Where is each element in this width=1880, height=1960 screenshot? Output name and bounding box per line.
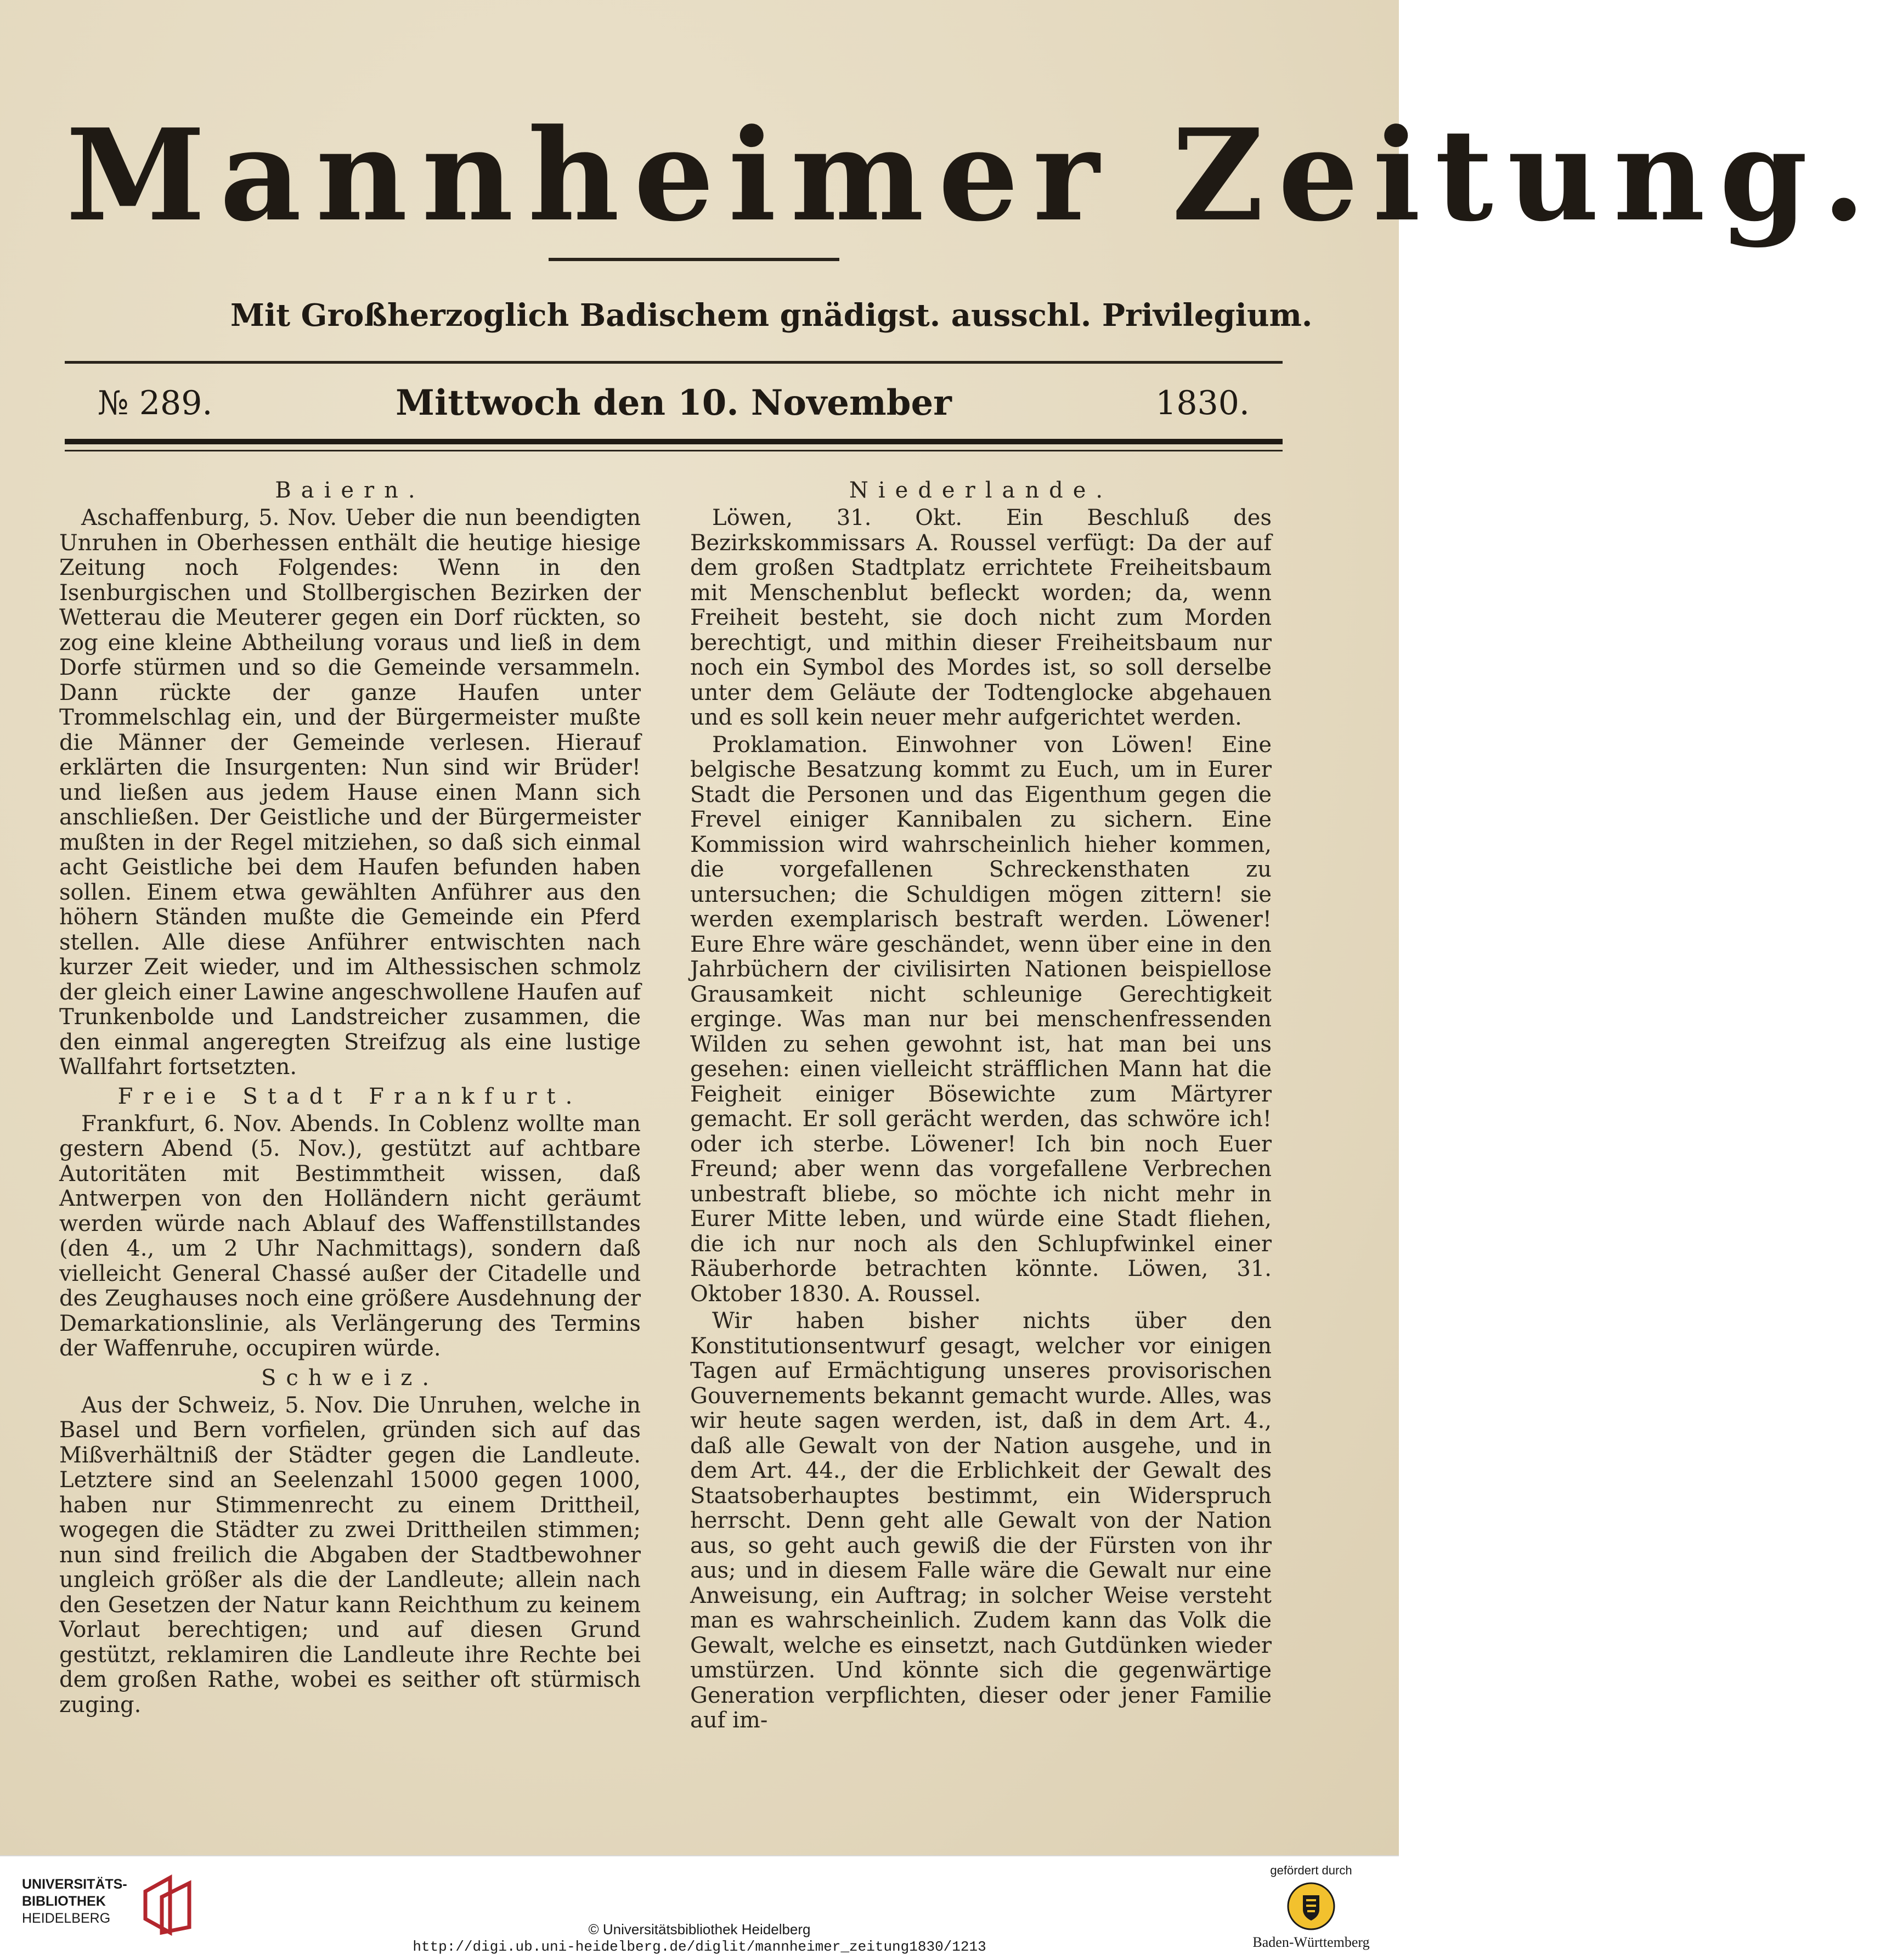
issue-year: 1830. (1155, 384, 1250, 422)
right-column (690, 477, 1272, 1739)
issue-date: Mittwoch den 10. November (396, 382, 952, 423)
funded-by-label: gefördert durch (1270, 1863, 1352, 1877)
funder-name: Baden-Württemberg (1252, 1934, 1370, 1950)
section-heading-niederlande: Niederlande. (849, 478, 1113, 503)
article-konstitution: Wir haben bisher nichts über den Konstitutionsentwurf gesagt, welcher vor einigen Tagen auf Ermächtigung unseres provisorischen Gouvernements bekannt gemacht wurde. Alles, was wir heute sagen werden, ist, daß in dem Art. 4., daß alle Gewalt von der Nation ausgehe, und in dem Art. 44., der die Erblichkeit der Gewalt des Staatsoberhauptes bestimmt, ein Widerspruch herrscht. Denn geht alle Gewalt von der Nation aus, so geht auch gewiß die der Fürsten von ihr aus; und in diesem Falle wäre die Gewalt nur eine Anweisung, ein Auftrag; in solcher Weise versteht man es wahrscheinlich. Zudem kann das Volk die Gewalt, welche es einsetzt, nach Gutdünken wieder umstürzen. Und könnte sich die gegenwärtige Generation verpflichten, dieser oder jener Familie auf im- (690, 1308, 1272, 1733)
masthead-title: Mannheimer Zeitung. (66, 101, 1880, 250)
library-logo-text (22, 1876, 143, 1927)
header-rule-thin (65, 450, 1283, 451)
article-schweiz: Aus der Schweiz, 5. Nov. Die Unruhen, welche in Basel und Bern vorfielen, gründen sich auf das Mißverhältniß der Städter gegen die Landleute. Letztere sind an Seelenzahl 15000 gegen 1000, haben nur Stimmenrecht zu einem Drittheil, wogegen die Städter zu zwei Drittheilen stimmen; nun sind freilich die Abgaben der Stadtbewohner ungleich größer als die der Landleute; allein nach den Gesetzen der Natur kann Reichthum zu keinem Vorlaut berechtigen; und auf diesen Grund gestützt, reklamiren die Landleute ihre Rechte bei dem großen Rathe, wobei es seither oft stürmisch zuging. (59, 1392, 641, 1718)
issue-line (65, 379, 1283, 428)
footer-rule (0, 1855, 1399, 1856)
copyright-notice: © Universitätsbibliothek Heidelberg (588, 1921, 811, 1938)
article-frankfurt: Frankfurt, 6. Nov. Abends. In Coblenz wollte man gestern Abend (5. Nov.), gestützt auf achtbare Autoritäten mit Bestimmtheit wissen, daß Antwerpen von den Holländern nicht geräumt werden würde nach Ablauf des Waffenstillstandes (den 4., um 2 Uhr Nachmittags), sondern daß vielleicht General Chassé außer der Citadelle und des Zeughauses noch eine größere Ausdehnung der Demarkationslinie, als Verlängerung des Termins der Waffenruhe, occupiren würde. (59, 1111, 641, 1361)
section-heading-frankfurt: Freie Stadt Frankfurt. (117, 1083, 583, 1109)
section-heading-baiern: Baiern. (275, 478, 425, 503)
header-rule-thick (65, 439, 1283, 444)
section-heading-schweiz: Schweiz. (261, 1365, 439, 1391)
baden-wuerttemberg-emblem-icon (1286, 1882, 1336, 1931)
library-name-line3: HEIDELBERG (22, 1911, 111, 1926)
left-column (59, 477, 641, 1739)
privilege-line: Mit Großherzoglich Badischem gnädigst. ausschl. Privilegium. (230, 297, 1313, 334)
article-proklamation: Proklamation. Einwohner von Löwen! Eine belgische Besatzung kommt zu Euch, um in Eurer Stadt die Personen und das Eigenthum gegen die Frevel einiger Kannibalen zu sichern. Eine Kommission wird wahrscheinlich hieher kommen, die vorgefallenen Schreckensthaten zu untersuchen; die Schuldigen mögen zittern! sie werden exemplarisch bestraft werden. Löwener! Eure Ehre wäre geschändet, wenn über eine in den Jahrbüchern der civilisirten Nationen beispiellose Grausamkeit nicht schleunige Gerechtigkeit erginge. Was man nur bei menschenfressenden Wilden zu sehen gewohnt ist, hat man bei uns gesehen: einen vielleicht sträfflichen Mann hat die Feigheit einiger Bösewichte zum Märtyrer gemacht. Er soll gerächt werden, das schwöre ich! oder ich sterbe. Löwener! Ich bin noch Euer Freund; aber wenn das vorgefallene Verbrechen unbestraft bliebe, so möchte ich nicht mehr in Eurer Mitte leben, und würde eine Stadt fliehen, die ich nur noch als den Schlupfwinkel einer Räuberhorde betrachten könnte. Löwen, 31. Oktober 1830. A. Roussel. (690, 732, 1272, 1307)
library-name-line2: BIBLIOTHEK (22, 1894, 106, 1909)
issue-number: № 289. (98, 384, 213, 422)
footer (0, 1855, 1399, 1960)
header-rule-top (65, 361, 1283, 364)
library-name-line1: UNIVERSITÄTS- (22, 1877, 127, 1892)
source-url-link[interactable]: http://digi.ub.uni-heidelberg.de/diglit/mannheimer_zeitung1830/1213 (413, 1939, 986, 1955)
article-loewen-beschluss: Löwen, 31. Okt. Ein Beschluß des Bezirkskommissars A. Roussel verfügt: Da der auf dem großen Stadtplatz errichtete Freiheitsbaum mit Menschenblut befleckt worden; da, wenn Freiheit besteht, sie doch nicht zum Morden berechtigt, und mithin dieser Freiheitsbaum nur noch ein Symbol des Mordes ist, so soll derselbe unter dem Geläute der Todtenglocke abgehauen und es soll kein neuer mehr aufgerichtet werden. (690, 505, 1272, 730)
masthead-rule (549, 258, 839, 261)
article-aschaffenburg: Aschaffenburg, 5. Nov. Ueber die nun beendigten Unruhen in Oberhessen enthält die heutige hiesige Zeitung noch Folgendes: Wenn in den Isenburgischen und Stollbergischen Bezirken der Wetterau die Meuterer gegen ein Dorf rückten, so zog eine kleine Abtheilung voraus und ließ in dem Dorfe stürmen und so die Gemeinde versammeln. Dann rückte der ganze Haufen unter Trommelschlag ein, und der Bürgermeister mußte die Männer der Gemeinde verlesen. Hierauf erklärten die Insurgenten: Nun sind wir Brüder! und ließen aus jedem Hause einen Mann sich anschließen. Der Geistliche und der Bürgermeister mußten in der Regel mitziehen, so daß sich einmal acht Geistliche bei dem Haufen befunden haben sollen. Einem etwa gewählten Anführer aus den höhern Ständen mußte die Gemeinde ein Pferd stellen. Alle diese Anführer entwischten nach kurzer Zeit wieder, und im Althessischen schmolz der gleich einer Lawine angeschwollene Haufen auf Trunkenbolde und Landstreicher zusammen, die den einmal angeregten Streifzug als eine lustige Wallfahrt fortsetzten. (59, 505, 641, 1080)
